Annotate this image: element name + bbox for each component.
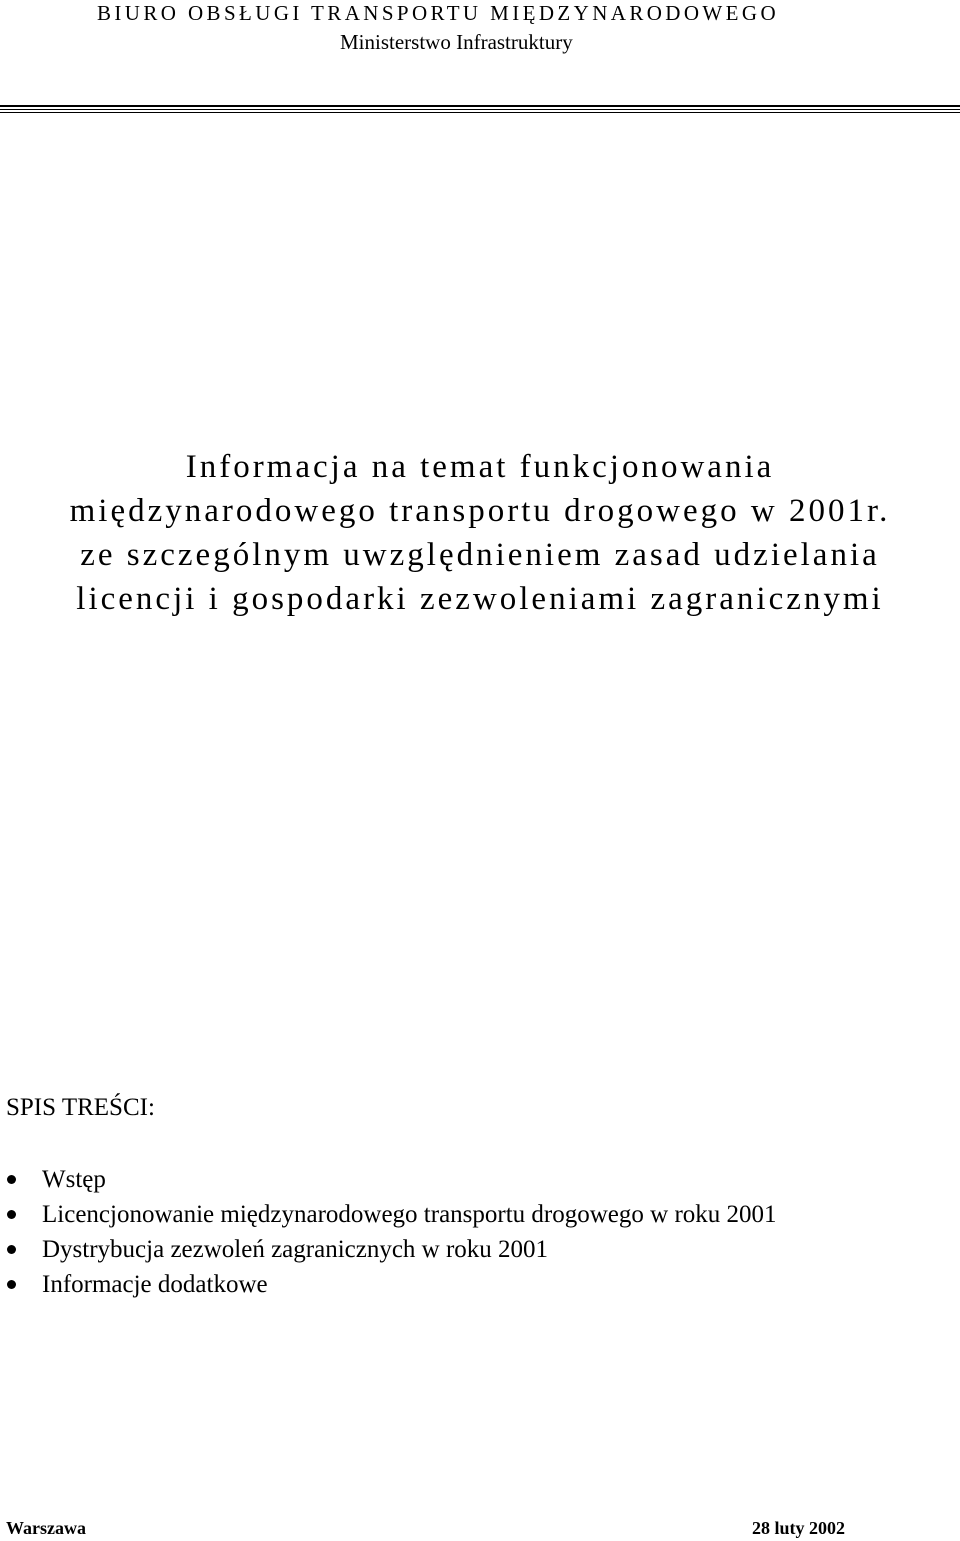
ministry-name: Ministerstwo Infrastruktury	[340, 30, 573, 54]
toc-item	[0, 1232, 777, 1267]
toc-item	[0, 1197, 777, 1232]
footer-place: Warszawa	[6, 1518, 86, 1538]
document-title	[0, 445, 960, 621]
toc-item-label: Licencjonowanie międzynarodowego transportu drogowego w roku 2001	[42, 1201, 777, 1228]
toc-item-label: Wstęp	[42, 1166, 106, 1193]
header-rule-thin	[0, 109, 960, 110]
toc-item	[0, 1162, 777, 1197]
header-rule-thick	[0, 105, 960, 107]
organization-name: BIURO OBSŁUGI TRANSPORTU MIĘDZYNARODOWEGO	[97, 1, 780, 25]
toc-item-label: Dystrybucja zezwoleń zagranicznych w roku 2001	[42, 1236, 549, 1263]
toc-heading: SPIS TREŚCI:	[6, 1094, 155, 1121]
title-line: ze szczególnym uwzględnieniem zasad udzielania	[80, 537, 880, 573]
bullet-icon	[7, 1280, 16, 1289]
header-rule-thin-lower	[0, 112, 960, 113]
toc-item	[0, 1267, 777, 1302]
bullet-icon	[7, 1175, 16, 1184]
bullet-icon	[7, 1245, 16, 1254]
title-line: międzynarodowego transportu drogowego w 2001r.	[69, 493, 891, 529]
toc-item-label: Informacje dodatkowe	[42, 1271, 268, 1298]
title-line: Informacja na temat funkcjonowania	[185, 449, 775, 485]
footer-date: 28 luty 2002	[752, 1518, 846, 1538]
table-of-contents	[0, 1162, 777, 1302]
bullet-icon	[7, 1210, 16, 1219]
title-line: licencji i gospodarki zezwoleniami zagranicznymi	[76, 581, 884, 617]
